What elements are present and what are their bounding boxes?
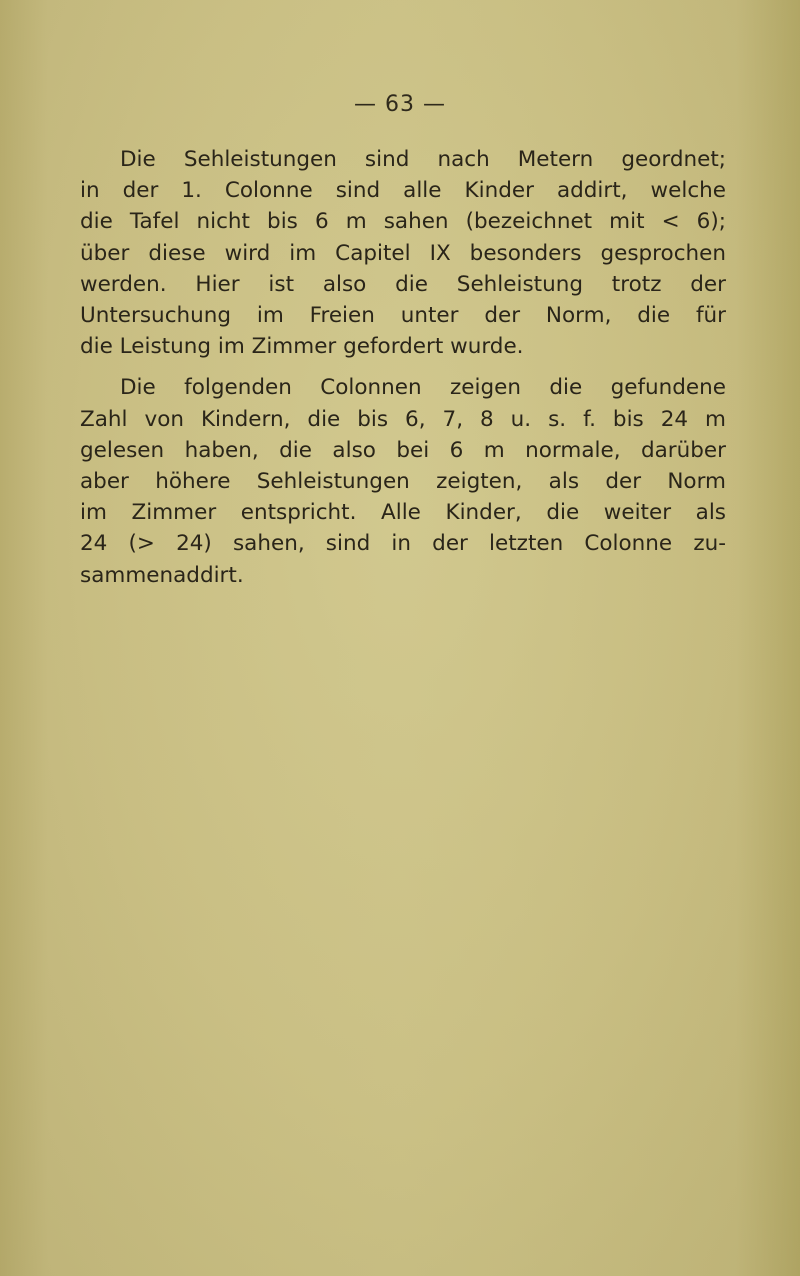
text-body [80,144,726,601]
text-line: die Tafel nicht bis 6 m sahen (bezeichnet mit < 6); [80,209,726,235]
text-line: über diese wird im Capitel IX besonders gesprochen [80,240,726,266]
text-line: aber höhere Sehleistungen zeigten, als der Norm [80,469,726,495]
paragraph-1 [80,144,726,362]
text-line: Untersuchung im Freien unter der Norm, die für [80,303,726,329]
text-line: 24 (> 24) sahen, sind in der letzten Colonne zu- [80,531,726,557]
text-line: Zahl von Kindern, die bis 6, 7, 8 u. s. f. bis 24 m [80,406,726,432]
text-line: im Zimmer entspricht. Alle Kinder, die weiter als [80,500,726,526]
text-line: sammenaddirt. [80,562,244,588]
text-line: Die Sehleistungen sind nach Metern geordnet; [120,147,726,172]
text-line: werden. Hier ist also die Sehleistung trotz der [80,271,726,297]
text-line: Die folgenden Colonnen zeigen die gefundene [120,375,726,401]
paragraph-2 [80,372,726,590]
page-number: — 63 — [354,92,446,117]
text-line: gelesen haben, die also bei 6 m normale, darüber [80,437,726,463]
text-line: in der 1. Colonne sind alle Kinder addirt, welche [80,178,726,204]
text-line: die Leistung im Zimmer gefordert wurde. [80,334,524,360]
